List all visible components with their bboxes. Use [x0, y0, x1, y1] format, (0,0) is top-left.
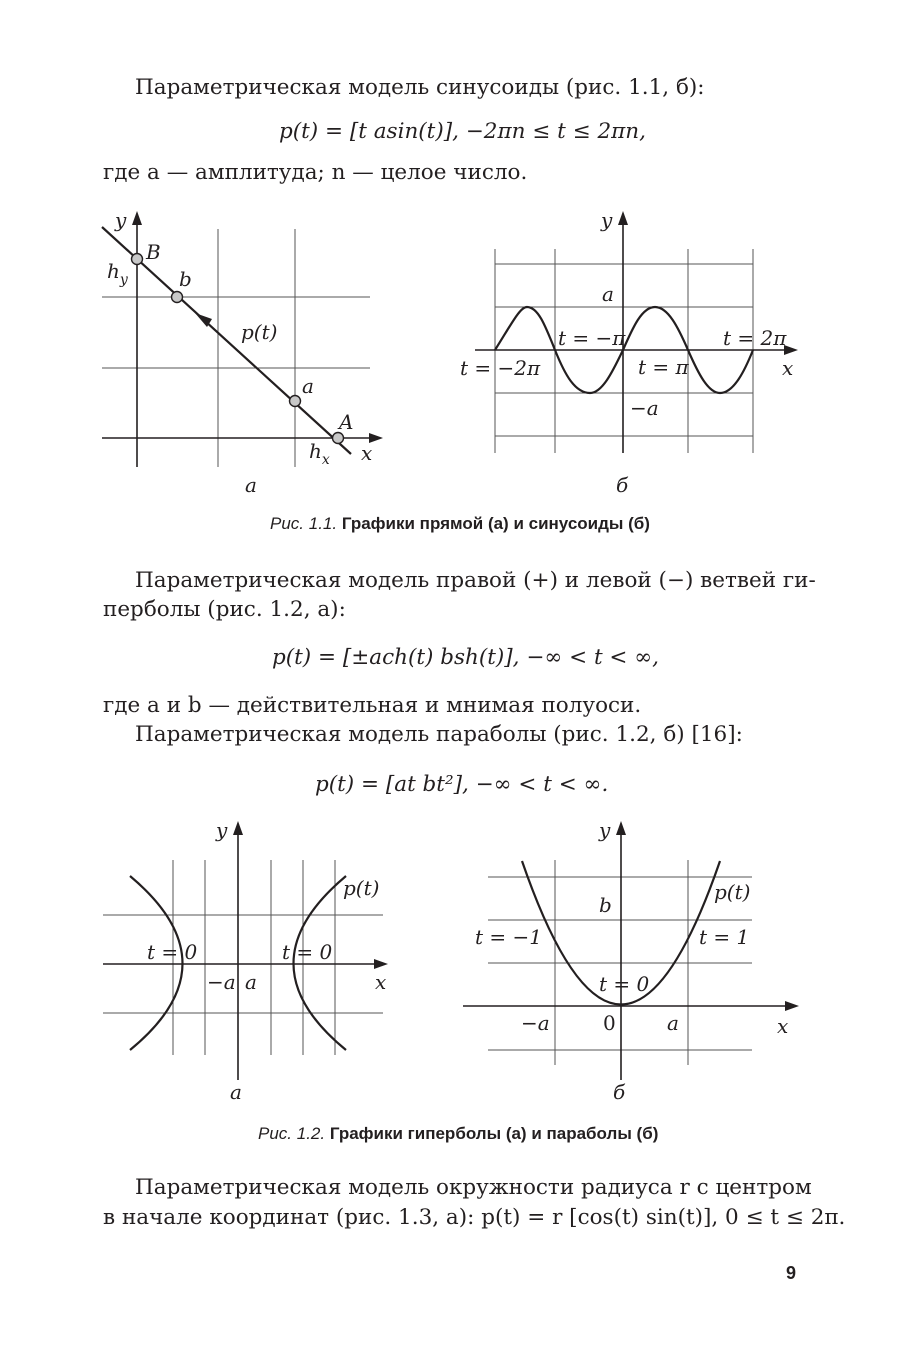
label-A: A [339, 410, 354, 434]
sublabel-a: а [245, 473, 257, 497]
axis-y-label: y [216, 818, 228, 842]
axis-y-label: y [115, 208, 127, 232]
formula-hyperbola: p(t) = [±ach(t) bsh(t)], −∞ < t < ∞, [272, 645, 660, 670]
label-t0-left: t = 0 [147, 940, 198, 964]
formula-sinusoid: p(t) = [t asin(t)], −2πn ≤ t ≤ 2πn, [279, 119, 646, 144]
label-b: b [599, 893, 612, 917]
formula-parabola: p(t) = [at bt²], −∞ < t < ∞. [315, 772, 609, 797]
figure2-caption-text: Графики гиперболы (а) и параболы (б) [329, 1124, 659, 1143]
label-amp-neg: −a [630, 396, 659, 420]
y-axis-arrow [233, 821, 243, 835]
paragraph-circle-intro-2: в начале координат (рис. 1.3, а): p(t) = r [cos(t) sin(t)], 0 ≤ t ≤ 2π. [103, 1205, 846, 1230]
label-t-2pi: t = 2π [723, 326, 787, 350]
axis-x-label: x [375, 970, 387, 994]
figure2-caption [258, 1124, 658, 1144]
figure-hyperbola-chart [95, 815, 405, 1105]
point-a [290, 396, 301, 407]
figure-parabola-chart [455, 815, 810, 1105]
grid-lines [495, 249, 753, 453]
sublabel-a: а [230, 1080, 242, 1104]
sublabel-b: б [616, 473, 629, 497]
axes [463, 821, 799, 1080]
paragraph-circle-intro-1: Параметрическая модель окружности радиуса r с центром [135, 1175, 812, 1200]
figure1-caption [270, 514, 650, 534]
label-p-t: p(t) [714, 880, 751, 904]
label-pos-a: a [245, 970, 257, 994]
label-a: a [302, 374, 314, 398]
label-p-t: p(t) [343, 876, 380, 900]
paragraph-hyperbola-intro-1: Параметрическая модель правой (+) и левой (−) ветвей ги- [135, 568, 816, 593]
label-t0-right: t = 0 [282, 940, 333, 964]
point-A [333, 433, 344, 444]
label-hy: $h_y$ [107, 259, 128, 288]
paragraph-sinusoid-intro: Параметрическая модель синусоиды (рис. 1.1, б): [135, 75, 705, 100]
paragraph-amplitude-def: где a — амплитуда; n — целое число. [103, 160, 528, 185]
figure-sine-chart [450, 205, 810, 500]
paragraph-semiaxes: где a и b — действительная и мнимая полуоси. [103, 693, 642, 718]
label-t-0: t = 0 [599, 972, 650, 996]
axis-x-label: x [361, 441, 373, 465]
figure1-caption-lead: Рис. 1.1. [270, 514, 338, 533]
figure2-caption-lead: Рис. 1.2. [258, 1124, 326, 1143]
paragraph-parabola-intro: Параметрическая модель параболы (рис. 1.2, б) [16]: [135, 722, 743, 747]
label-t-minus-1: t = −1 [475, 925, 542, 949]
label-t-minus-2pi: t = −2π [460, 356, 541, 380]
figure-line-chart [95, 205, 395, 500]
label-neg-a: −a [521, 1011, 550, 1035]
point-B [132, 254, 143, 265]
label-neg-a: −a [207, 970, 236, 994]
axes [103, 821, 388, 1080]
y-axis-arrow [616, 821, 626, 835]
y-axis-arrow [132, 211, 142, 225]
axis-x-label: x [782, 356, 794, 380]
label-amp-pos: a [602, 282, 614, 306]
label-b: b [179, 267, 192, 291]
label-p-t: p(t) [241, 320, 278, 344]
sublabel-b: б [613, 1080, 626, 1104]
figure1-caption-text: Графики прямой (а) и синусоиды (б) [341, 514, 650, 533]
label-pos-a: a [667, 1011, 679, 1035]
label-zero: 0 [603, 1011, 616, 1035]
page-number: 9 [786, 1263, 797, 1283]
label-t-pi: t = π [638, 355, 689, 379]
label-t-1: t = 1 [699, 925, 750, 949]
axis-x-label: x [777, 1014, 789, 1038]
label-t-minus-pi: t = −π [558, 326, 626, 350]
label-B: B [146, 240, 161, 264]
point-b [172, 292, 183, 303]
label-hx: $h_x$ [309, 439, 330, 468]
axis-y-label: y [601, 208, 613, 232]
y-axis-arrow [618, 211, 628, 225]
x-axis-arrow [374, 959, 388, 969]
x-axis-arrow [785, 1001, 799, 1011]
paragraph-hyperbola-intro-2: перболы (рис. 1.2, а): [103, 597, 346, 622]
axis-y-label: y [599, 818, 611, 842]
